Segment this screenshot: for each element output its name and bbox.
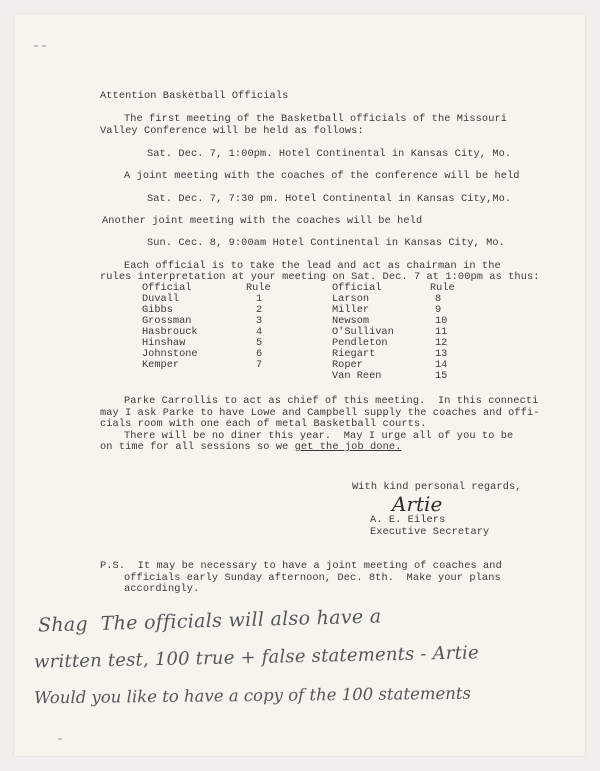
column-header-rule: Rule — [430, 282, 455, 294]
letter-page — [14, 14, 585, 756]
official-name: Duvall — [142, 293, 180, 305]
handwritten-note-line: Would you like to have a copy of the 100 statements — [33, 683, 472, 708]
handwritten-signature: Artie — [392, 492, 443, 516]
rules-table-right — [332, 283, 455, 382]
intro-line: The first meeting of the Basketball officials of the Missouri — [124, 113, 508, 125]
rule-number: 9 — [435, 304, 442, 316]
official-name: Roper — [332, 359, 363, 371]
intro-line: Valley Conference will be held as follows: — [100, 125, 364, 137]
rule-number: 13 — [435, 348, 448, 360]
rule-number: 15 — [435, 370, 448, 382]
official-name: Larson — [332, 293, 370, 305]
each-official-line: Each official is to take the lead and act as chairman in the — [124, 260, 501, 272]
official-name: Johnstone — [142, 348, 198, 360]
signer-title: Executive Secretary — [370, 526, 490, 538]
rule-number: 5 — [256, 337, 263, 349]
rule-number: 3 — [256, 315, 263, 327]
official-name: O'Sullivan — [332, 326, 394, 338]
underlined-phrase: get the job done. — [294, 441, 402, 453]
official-name: Grossman — [142, 315, 192, 327]
table-row — [332, 371, 455, 382]
handwritten-note-line: Shag The officials will also have a — [37, 605, 382, 637]
rule-number: 2 — [256, 304, 263, 316]
heading: Attention Basketball Officials — [100, 90, 289, 102]
diner-line-prefix: on time for all sessions so we — [100, 441, 295, 453]
column-header-rule: Rule — [246, 282, 271, 294]
diner-line: There will be no diner this year. May I urge all of you to be — [124, 430, 514, 442]
official-name: Hasbrouck — [142, 326, 198, 338]
postscript-line: accordingly. — [124, 583, 200, 595]
each-official-line: rules interpretation at your meeting on Sat. Dec. 7 at 1:00pm as thus: — [100, 271, 540, 283]
table-row — [142, 360, 271, 371]
official-name: Riegart — [332, 348, 376, 360]
rule-number: 11 — [435, 326, 448, 338]
paper-speck — [42, 45, 46, 47]
parke-line: may I ask Parke to have Lowe and Campbell supply the coaches and offi- — [100, 407, 540, 419]
rule-number: 10 — [435, 315, 448, 327]
paper-speck — [58, 738, 62, 740]
meeting-1: Sat. Dec. 7, 1:00pm. Hotel Continental in Kansas City, Mo. — [147, 148, 512, 160]
rule-number: 6 — [256, 348, 263, 360]
rule-number: 14 — [435, 359, 448, 371]
column-header-official: Official — [142, 282, 192, 294]
official-name: Miller — [332, 304, 370, 316]
official-name: Kemper — [142, 359, 180, 371]
rule-number: 7 — [256, 359, 263, 371]
paper-speck — [34, 45, 38, 47]
meeting-2: Sat. Dec. 7, 7:30 pm. Hotel Continental in Kansas City,Mo. — [147, 193, 512, 205]
signer-name: A. E. Eilers — [370, 514, 446, 526]
meeting-3: Sun. Cec. 8, 9:00am Hotel Continental in Kansas City, Mo. — [147, 237, 505, 249]
postscript-line: P.S. It may be necessary to have a joint meeting of coaches and — [100, 560, 502, 572]
rule-number: 8 — [435, 293, 442, 305]
rule-number: 1 — [256, 293, 263, 305]
postscript-line: officials early Sunday afternoon, Dec. 8th. Make your plans — [124, 572, 501, 584]
column-header-official: Official — [332, 282, 382, 294]
diner-line — [100, 441, 401, 453]
official-name: Hinshaw — [142, 337, 186, 349]
parke-line: Parke Carrollis to act as chief of this meeting. In this connecti — [124, 395, 539, 407]
official-name: Gibbs — [142, 304, 173, 316]
closing-line: With kind personal regards, — [352, 481, 522, 493]
official-name: Pendleton — [332, 337, 388, 349]
official-name: Van Reen — [332, 370, 382, 382]
another-joint-line: Another joint meeting with the coaches will be held — [102, 215, 423, 227]
rule-number: 4 — [256, 326, 263, 338]
rule-number: 12 — [435, 337, 448, 349]
handwritten-note-line: written test, 100 true + false statements - Artie — [33, 642, 480, 673]
rules-table-left — [142, 283, 271, 371]
official-name: Newsom — [332, 315, 370, 327]
parke-line: cials room with one each of metal Basketball courts. — [100, 418, 427, 430]
joint-meeting-line: A joint meeting with the coaches of the conference will be held — [124, 170, 520, 182]
